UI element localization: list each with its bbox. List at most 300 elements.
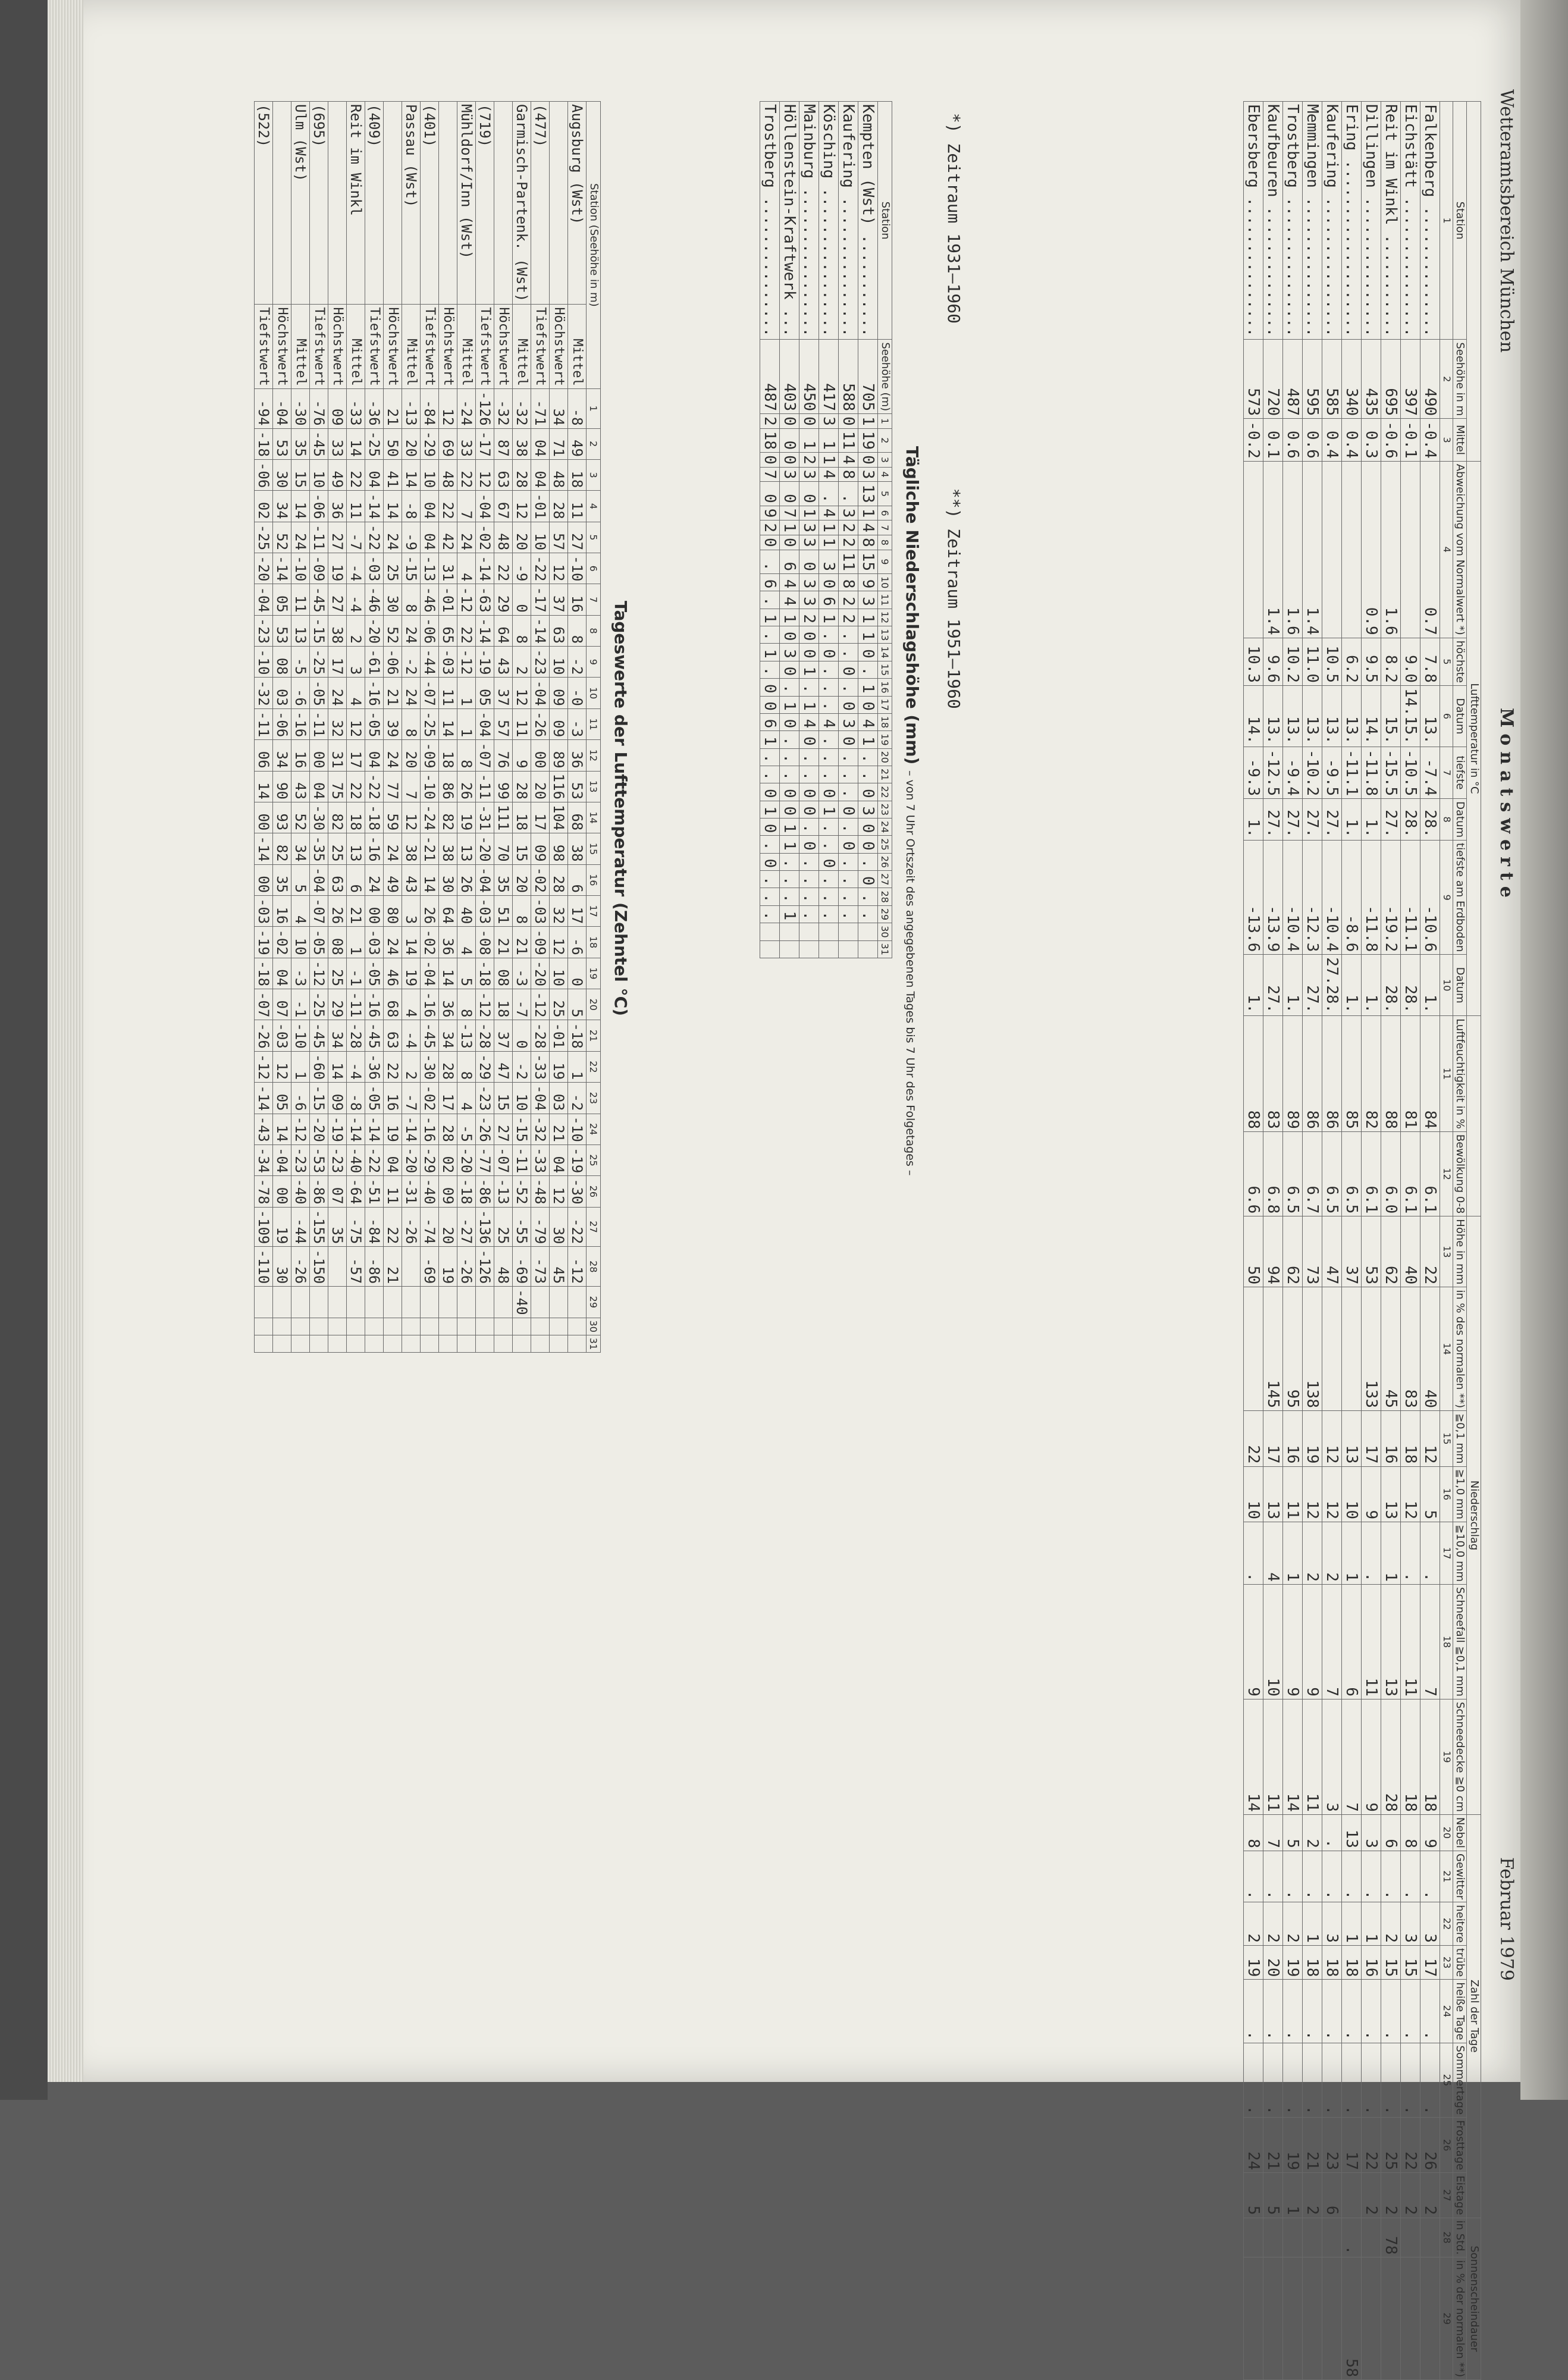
station-name: Memmingen ............... <box>1303 102 1322 340</box>
precip-day-header: 1 <box>878 414 892 429</box>
table-cell: -07 <box>310 895 328 926</box>
table-cell: -3 <box>568 708 587 739</box>
table-cell: . <box>839 888 858 905</box>
table-cell: -74 <box>421 1207 439 1247</box>
table-row <box>384 102 402 1353</box>
table-row <box>402 102 421 1353</box>
table-cell: 27. <box>1283 799 1303 841</box>
table-cell: . <box>1263 2043 1283 2118</box>
table-cell: 14 <box>439 958 457 989</box>
table-cell: 14.15. <box>1401 685 1420 747</box>
table-cell: -26 <box>531 708 550 739</box>
table-cell: -126 <box>476 388 494 428</box>
table-cell: -45 <box>310 584 328 615</box>
monthly-col-header: Abweichung vom Normalwert *) <box>1453 461 1467 638</box>
table-cell: -136 <box>476 1207 494 1247</box>
table-cell: -6 <box>291 1083 310 1114</box>
table-cell: -22 <box>568 1207 587 1247</box>
table-cell: -8.6 <box>1342 841 1362 955</box>
table-cell: 4 <box>819 467 839 482</box>
table-cell: . <box>819 696 839 713</box>
table-cell: -12 <box>476 989 494 1020</box>
table-cell: 0 <box>819 644 839 661</box>
table-cell <box>1401 2218 1420 2257</box>
table-cell: -06 <box>273 708 291 739</box>
table-row <box>550 102 568 1353</box>
table-cell: 48 <box>494 1247 513 1287</box>
table-cell: . <box>760 871 780 888</box>
table-cell: . <box>799 871 819 888</box>
table-cell: 0 <box>760 819 780 836</box>
table-cell: 10 <box>513 1083 531 1114</box>
table-cell: 2 <box>799 609 819 626</box>
value-kind: Mittel <box>402 305 421 388</box>
table-cell: 19 <box>439 1247 457 1287</box>
table-cell: 20 <box>513 522 531 553</box>
table-cell: 52 <box>384 615 402 646</box>
table-cell: . <box>819 819 839 836</box>
table-cell: -25 <box>255 522 273 553</box>
table-cell: 0 <box>760 696 780 713</box>
table-cell: 81 <box>1401 1016 1420 1132</box>
table-cell: -40 <box>347 1144 365 1175</box>
table-cell: 0.7 <box>1420 461 1440 638</box>
table-cell: -13 <box>421 553 439 584</box>
table-cell: . <box>1283 1851 1303 1902</box>
table-cell: 3 <box>402 895 421 926</box>
table-cell: 03 <box>273 678 291 708</box>
table-row <box>494 102 513 1353</box>
table-cell: 04 <box>421 522 439 553</box>
table-cell <box>1420 2218 1440 2257</box>
table-cell: -77 <box>476 1144 494 1175</box>
table-cell <box>384 1287 402 1318</box>
station-name <box>384 102 402 305</box>
table-cell: 24 <box>291 522 310 553</box>
table-cell <box>568 1318 587 1335</box>
monthly-col-number: 29 <box>1440 2257 1453 2380</box>
table-cell: -19 <box>255 927 273 958</box>
table-cell <box>858 923 878 940</box>
table-cell: -73 <box>531 1247 550 1287</box>
table-cell: 1. <box>1362 799 1381 841</box>
table-cell: 2 <box>839 591 858 609</box>
table-cell: 24 <box>402 615 421 646</box>
table-cell: 25 <box>328 958 347 989</box>
table-cell: 3 <box>799 520 819 535</box>
table-cell: 7 <box>402 771 421 802</box>
table-cell: 15 <box>1401 1945 1420 1979</box>
table-cell: 27.28. <box>1322 955 1342 1016</box>
table-cell: . <box>1362 2043 1381 2118</box>
table-cell: 30 <box>439 864 457 895</box>
station-name: Höllenstein-Kraftwerk ... <box>780 102 799 340</box>
monthly-col-number: 16 <box>1440 1466 1453 1522</box>
table-cell: -20 <box>457 1144 476 1175</box>
table-cell: 04 <box>310 771 328 802</box>
table-cell: 2 <box>402 1051 421 1082</box>
table-cell: 00 <box>255 802 273 833</box>
table-cell: 14 <box>291 491 310 522</box>
table-cell: . <box>819 888 839 905</box>
table-cell: 3 <box>799 467 819 482</box>
monthly-group-header <box>1467 102 1481 2380</box>
temp-day-header: 15 <box>587 833 601 864</box>
table-cell: -24 <box>457 388 476 428</box>
table-cell <box>1362 2218 1381 2257</box>
table-cell: -02 <box>531 864 550 895</box>
table-row <box>310 102 328 1353</box>
table-cell <box>1244 1287 1263 1411</box>
table-cell: 0.4 <box>1322 419 1342 462</box>
table-cell: 00 <box>310 740 328 771</box>
table-cell: 09 <box>550 678 568 708</box>
table-cell: 1 <box>819 428 839 452</box>
table-row <box>365 102 384 1353</box>
temp-day-header: 11 <box>587 708 601 739</box>
monthly-col-header: tiefste am Erdboden <box>1453 841 1467 955</box>
table-cell: . <box>760 550 780 573</box>
table-cell: -10 <box>291 553 310 584</box>
table-cell: 14 <box>328 1051 347 1082</box>
table-cell: 0 <box>780 482 799 506</box>
temp-day-header: 29 <box>587 1287 601 1318</box>
table-cell: 24 <box>1244 2118 1263 2173</box>
table-cell: 09 <box>531 833 550 864</box>
table-cell: -20 <box>476 833 494 864</box>
table-row <box>1401 102 1420 2380</box>
table-cell: -9.3 <box>1244 747 1263 798</box>
table-cell: -07 <box>255 989 273 1020</box>
table-cell: -06 <box>421 615 439 646</box>
temp-day-header: 7 <box>587 584 601 615</box>
value-kind: Höchstwert <box>328 305 347 388</box>
table-row <box>328 102 347 1353</box>
table-row <box>439 102 457 1353</box>
table-cell: -2 <box>513 1051 531 1082</box>
table-cell: 89 <box>550 740 568 771</box>
table-cell: 1 <box>799 696 819 713</box>
table-cell: 86 <box>1322 1016 1342 1132</box>
table-cell: . <box>799 766 819 783</box>
station-name: Trostberg ............... <box>760 102 780 340</box>
table-cell <box>476 1335 494 1352</box>
table-cell: -45 <box>421 1020 439 1051</box>
table-cell: . <box>858 853 878 870</box>
table-cell: -155 <box>310 1207 328 1247</box>
table-cell: . <box>1322 2043 1342 2118</box>
table-cell: 1 <box>858 609 878 626</box>
precip-day-header: 25 <box>878 836 892 853</box>
table-cell: 35 <box>494 864 513 895</box>
table-cell: 15 <box>1381 1945 1401 1979</box>
table-cell: 21 <box>384 678 402 708</box>
table-cell: 11 <box>1263 1699 1283 1814</box>
table-cell <box>421 1335 439 1352</box>
table-cell: . <box>799 905 819 923</box>
table-cell: -2 <box>568 647 587 678</box>
table-cell: 17 <box>328 647 347 678</box>
table-cell: 11 <box>1401 1585 1420 1699</box>
table-cell: -03 <box>365 553 384 584</box>
table-cell: 14 <box>421 864 439 895</box>
table-cell: 0 <box>780 414 799 429</box>
table-cell: -31 <box>476 802 494 833</box>
table-cell: 10 <box>1342 1466 1362 1522</box>
table-cell: . <box>799 679 819 696</box>
table-cell: 25 <box>550 989 568 1020</box>
station-name: (401) <box>421 102 439 305</box>
table-cell: -2 <box>402 647 421 678</box>
table-cell: 33 <box>457 428 476 459</box>
table-cell: 3 <box>858 467 878 482</box>
table-cell: 11 <box>839 428 858 452</box>
table-cell: -29 <box>476 1051 494 1082</box>
table-cell: 34 <box>273 491 291 522</box>
monthly-col-number: 25 <box>1440 2043 1453 2118</box>
table-cell: 14. <box>1244 685 1263 747</box>
monthly-column-numbers <box>1440 102 1453 2380</box>
table-cell: -02 <box>421 927 439 958</box>
table-cell: 37 <box>1342 1216 1362 1287</box>
table-cell: 36 <box>439 989 457 1020</box>
monthly-col-number: 27 <box>1440 2173 1453 2218</box>
table-cell: -76 <box>310 388 328 428</box>
table-cell: 37 <box>550 584 568 615</box>
table-cell: 0 <box>780 428 799 452</box>
group-sunshine: Sonnenscheindauer <box>1467 2218 1481 2380</box>
table-cell: . <box>1283 1980 1303 2043</box>
monthly-col-number: 20 <box>1440 1814 1453 1851</box>
table-cell: . <box>799 888 819 905</box>
table-cell: 4 <box>347 678 365 708</box>
table-cell: . <box>1401 1980 1420 2043</box>
table-cell: 9 <box>1420 1814 1440 1851</box>
table-cell: 15 <box>291 459 310 490</box>
table-cell: 8 <box>457 740 476 771</box>
monthly-col-header: Schneedecke ≧0 cm <box>1453 1699 1467 1814</box>
table-cell: 4 <box>839 453 858 468</box>
table-cell: 6.6 <box>1244 1131 1263 1216</box>
table-cell: 9 <box>513 740 531 771</box>
table-cell <box>760 923 780 940</box>
table-cell: . <box>1263 1980 1283 2043</box>
table-cell: 0 <box>799 731 819 748</box>
table-cell: 1 <box>760 644 780 661</box>
table-cell: 0.4 <box>1342 419 1362 462</box>
table-cell: 16 <box>1362 1945 1381 1979</box>
table-cell: 38 <box>513 428 531 459</box>
table-cell: . <box>819 748 839 766</box>
table-cell: 13 <box>1381 1585 1401 1699</box>
table-cell: 0 <box>799 414 819 429</box>
monthly-col-header: Luftfeuchtigkeit in % <box>1453 1016 1467 1132</box>
table-cell: . <box>1401 1522 1420 1585</box>
table-cell: 11 <box>347 491 365 522</box>
table-cell: 2 <box>839 609 858 626</box>
table-cell: 1 <box>799 428 819 452</box>
table-cell <box>494 1287 513 1318</box>
monthly-col-header: Sommertage <box>1453 2043 1467 2118</box>
temp-day-header: 12 <box>587 740 601 771</box>
table-row <box>291 102 310 1353</box>
table-cell: -31 <box>402 1176 421 1207</box>
table-cell: 1 <box>780 836 799 853</box>
table-cell: 36 <box>328 491 347 522</box>
table-row <box>1342 102 1362 2380</box>
monthly-col-header: ≧10,0 mm <box>1453 1522 1467 1585</box>
table-cell: 1 <box>347 927 365 958</box>
table-cell: 19 <box>1303 1411 1322 1467</box>
table-cell: -18 <box>255 958 273 989</box>
table-cell: 9 <box>760 506 780 520</box>
value-kind: Höchstwert <box>439 305 457 388</box>
table-cell: 21 <box>1263 2118 1283 2173</box>
table-cell: 28 <box>439 1114 457 1144</box>
table-cell: -30 <box>291 388 310 428</box>
daily-temp-table <box>254 101 601 1353</box>
table-cell: -13.9 <box>1263 841 1283 955</box>
table-row <box>1283 102 1303 2380</box>
table-cell: 3 <box>1401 1902 1420 1946</box>
monthly-col-number: 28 <box>1440 2218 1453 2257</box>
table-cell: 53 <box>273 615 291 646</box>
table-cell: 0 <box>780 801 799 818</box>
table-cell: . <box>1342 2043 1362 2118</box>
table-cell: -19 <box>328 1114 347 1144</box>
table-cell: -36 <box>365 1051 384 1082</box>
temp-day-header: 19 <box>587 958 601 989</box>
monthly-col-number: 11 <box>1440 1016 1453 1132</box>
table-cell <box>568 1287 587 1318</box>
table-cell: 27 <box>494 1114 513 1144</box>
table-cell: -05 <box>365 958 384 989</box>
station-name: (719) <box>476 102 494 305</box>
table-cell: 09 <box>439 1176 457 1207</box>
table-cell <box>310 1335 328 1352</box>
table-cell: 2 <box>1322 1522 1342 1585</box>
station-name: Ebersberg ............... <box>1244 102 1263 340</box>
table-cell: 04 <box>421 491 439 522</box>
table-cell <box>457 1287 476 1318</box>
table-cell: 06 <box>255 740 273 771</box>
table-cell: 94 <box>1263 1216 1283 1287</box>
table-cell <box>291 1318 310 1335</box>
table-row <box>1244 102 1263 2380</box>
temp-day-header: 28 <box>587 1247 601 1287</box>
table-cell: . <box>839 766 858 783</box>
table-cell: 4 <box>1263 1522 1283 1585</box>
table-cell: -26 <box>402 1207 421 1247</box>
table-cell: -20 <box>255 553 273 584</box>
table-cell: 3 <box>839 713 858 730</box>
table-cell: -04 <box>476 491 494 522</box>
table-cell: 0 <box>799 626 819 644</box>
table-cell: 86 <box>1303 1016 1322 1132</box>
precip-day-header: 3 <box>878 453 892 468</box>
page-header <box>1487 65 1523 2028</box>
table-cell: -32 <box>494 388 513 428</box>
precip-day-header: 5 <box>878 482 892 506</box>
table-cell <box>365 1335 384 1352</box>
table-cell: -10.2 <box>1303 747 1322 798</box>
table-cell: 8 <box>402 584 421 615</box>
table-cell: 13 <box>1342 1411 1362 1467</box>
table-cell: 83 <box>1263 1016 1283 1132</box>
table-cell: 7 <box>760 467 780 482</box>
table-cell: 7 <box>1322 1585 1342 1699</box>
table-cell: 3 <box>1362 1814 1381 1851</box>
table-cell: 14 <box>439 708 457 739</box>
table-row <box>760 102 780 958</box>
table-cell <box>513 1318 531 1335</box>
table-cell: 10 <box>421 459 439 490</box>
table-cell: 29 <box>328 989 347 1020</box>
table-cell: 13. <box>1342 685 1362 747</box>
table-cell: . <box>780 748 799 766</box>
table-cell: -5 <box>457 1114 476 1144</box>
table-cell: . <box>1342 1851 1362 1902</box>
table-cell: 17 <box>531 802 550 833</box>
table-cell: 14 <box>1244 1699 1263 1814</box>
table-cell: 2 <box>1420 2173 1440 2218</box>
table-cell: 11 <box>1283 1466 1303 1522</box>
table-cell: -23 <box>531 647 550 678</box>
table-cell: 3 <box>858 591 878 609</box>
table-cell: -94 <box>255 388 273 428</box>
table-cell: -30 <box>310 802 328 833</box>
table-cell: -14 <box>365 491 384 522</box>
table-cell: 47 <box>494 1051 513 1082</box>
table-cell: -14 <box>255 833 273 864</box>
value-kind: Mittel <box>457 305 476 388</box>
table-cell: -14 <box>476 553 494 584</box>
table-cell: . <box>839 871 858 888</box>
table-cell: -12.5 <box>1263 747 1283 798</box>
station-name: Ulm (Wst) <box>291 102 310 305</box>
table-cell: -0.4 <box>1420 419 1440 462</box>
table-cell: 8 <box>1401 1814 1420 1851</box>
table-cell: 2 <box>839 520 858 535</box>
table-cell: -46 <box>365 584 384 615</box>
table-cell: . <box>780 853 799 870</box>
table-cell: -14 <box>365 1114 384 1144</box>
table-cell: 14 <box>273 1114 291 1144</box>
table-cell: -11 <box>347 989 365 1020</box>
table-cell: 3 <box>1322 1699 1342 1814</box>
table-cell: -34 <box>255 1144 273 1175</box>
table-cell: 10 <box>291 927 310 958</box>
table-cell: 0 <box>839 836 858 853</box>
table-cell: 41 <box>384 459 402 490</box>
table-cell: 10 <box>550 958 568 989</box>
table-cell: 26 <box>1420 2118 1440 2173</box>
table-cell: -33 <box>531 1051 550 1082</box>
table-cell: 111 <box>494 802 513 833</box>
table-cell: 05 <box>273 1083 291 1114</box>
table-cell: . <box>1420 1522 1440 1585</box>
table-cell: 573 <box>1244 340 1263 419</box>
table-cell: 0.6 <box>1303 419 1322 462</box>
table-cell: 20 <box>439 1207 457 1247</box>
precip-caption <box>902 446 922 1175</box>
table-cell: 0.9 <box>1362 461 1381 638</box>
table-cell: 0 <box>839 696 858 713</box>
table-cell: 1 <box>819 801 839 818</box>
table-cell: 4 <box>858 713 878 730</box>
table-cell: 3 <box>819 414 839 429</box>
table-cell: -19 <box>476 647 494 678</box>
